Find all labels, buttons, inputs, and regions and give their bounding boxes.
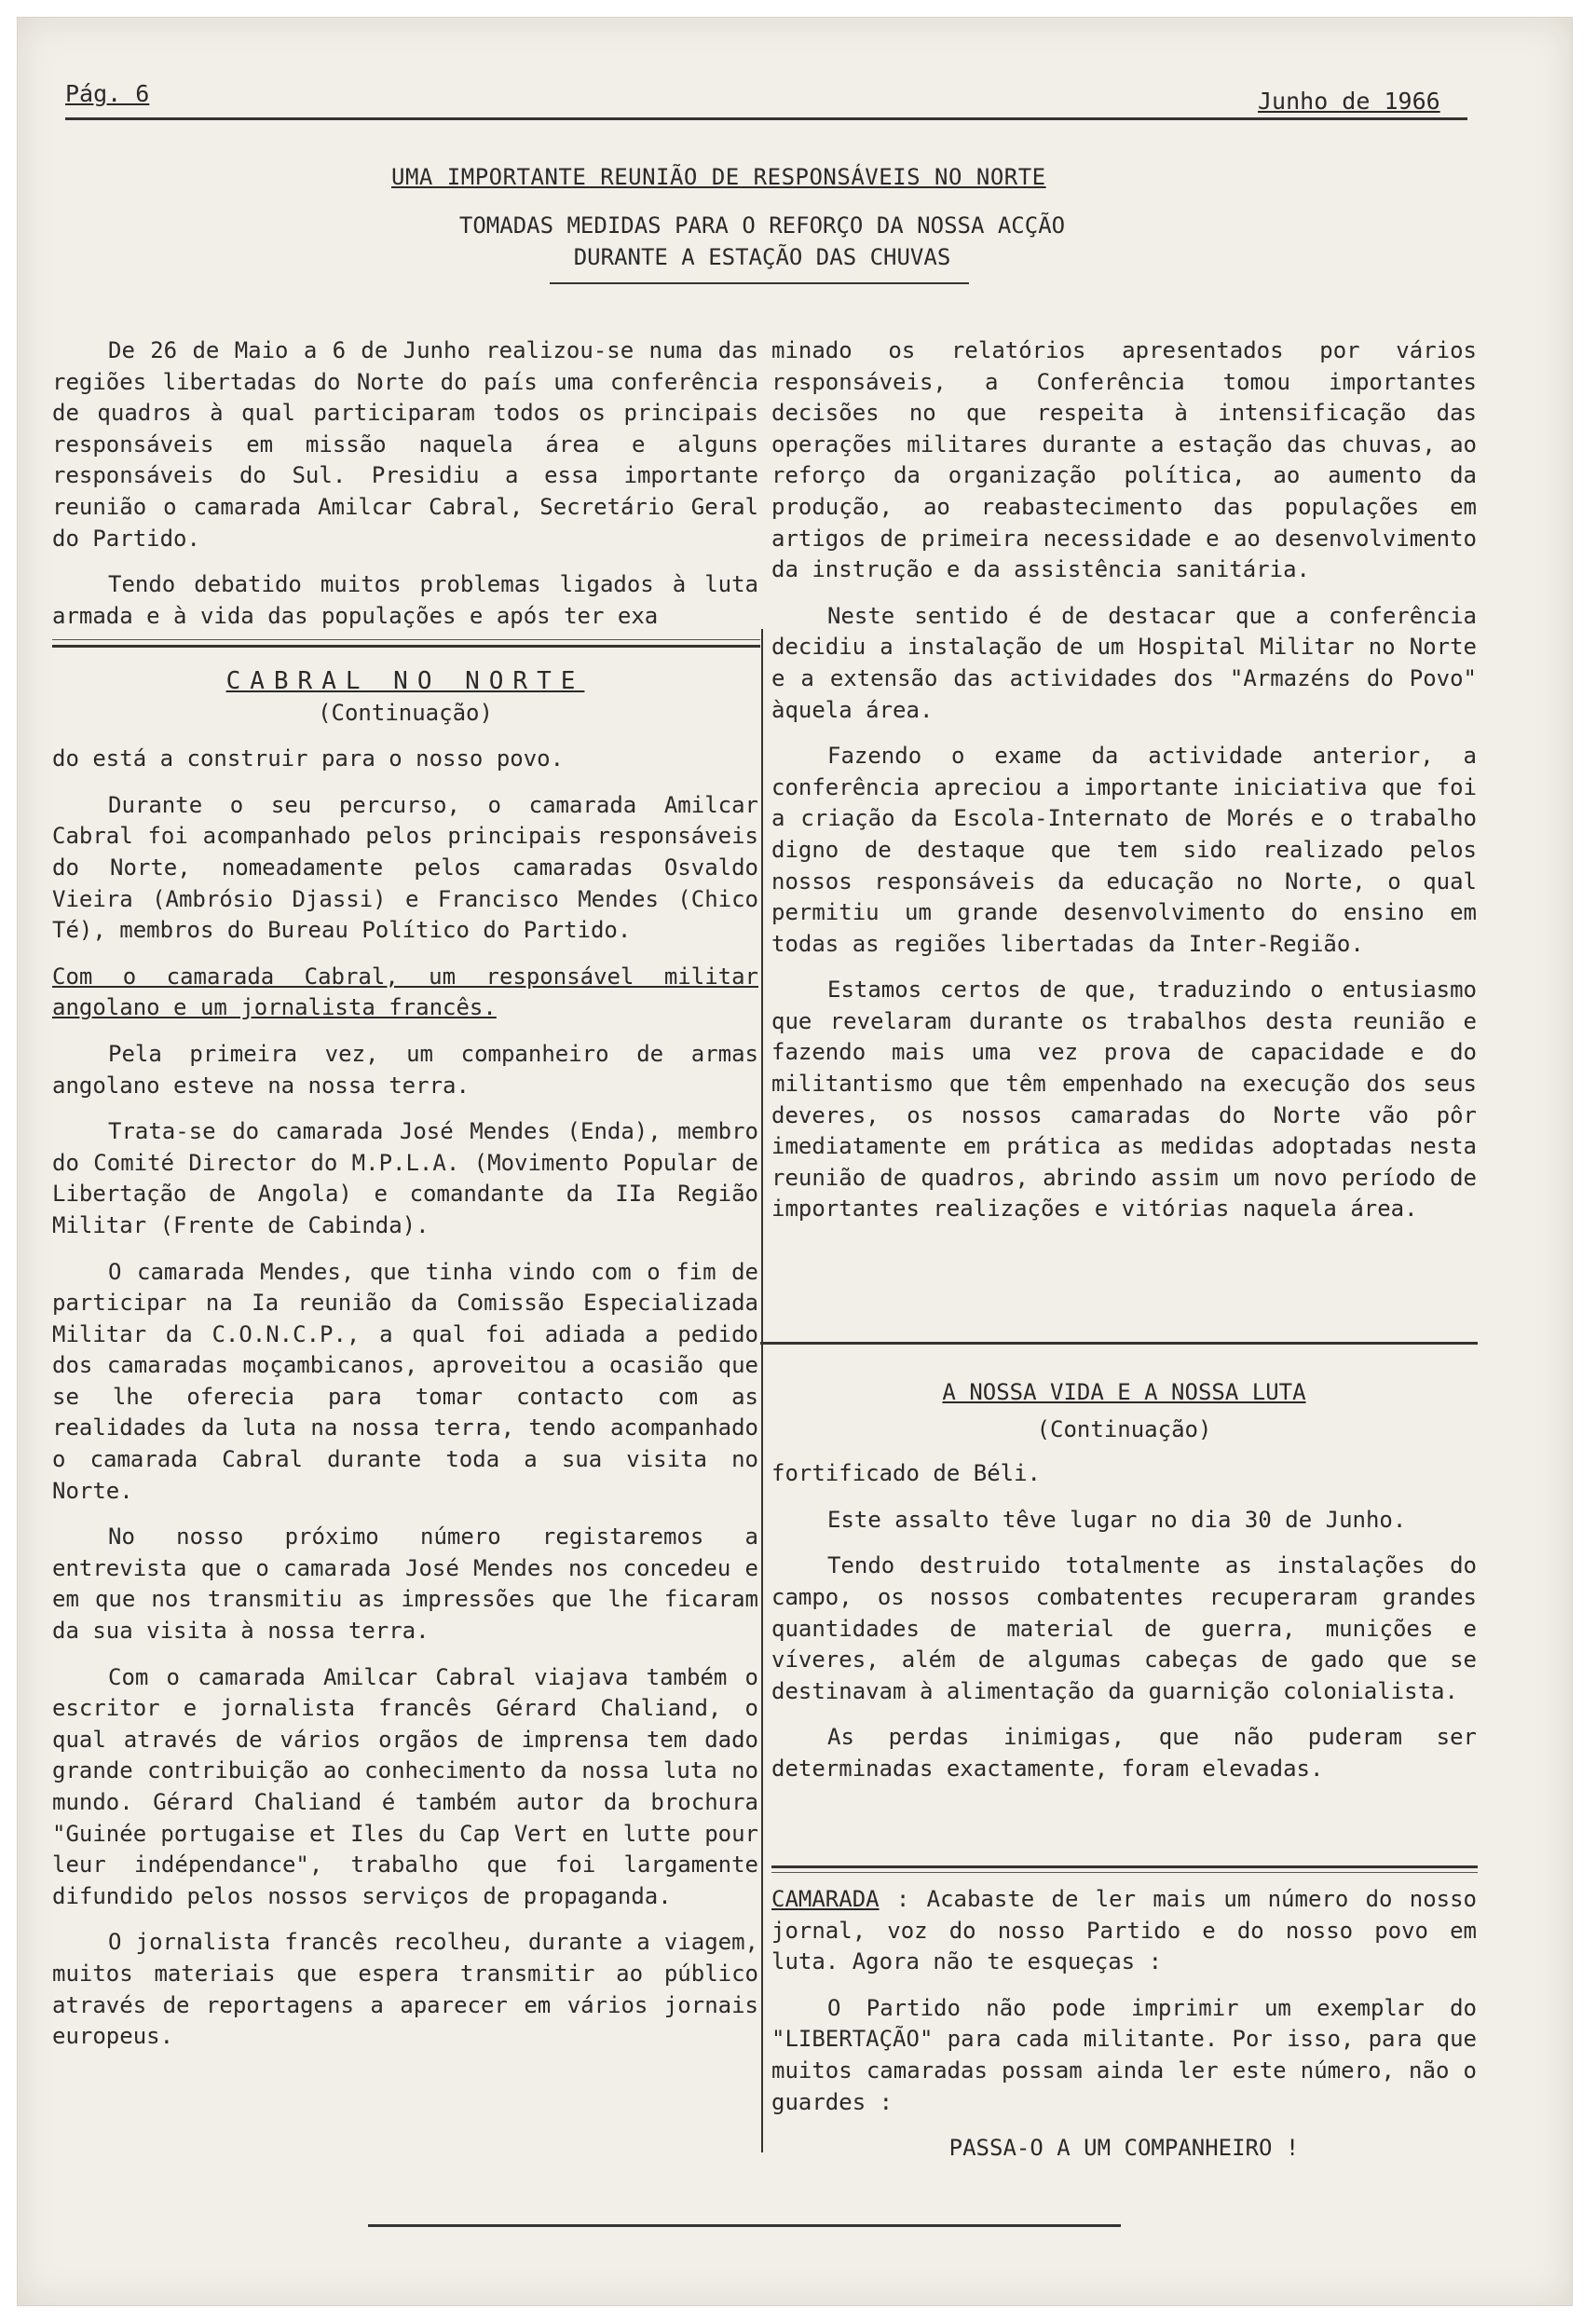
- paragraph: Fazendo o exame da actividade anterior, a conferência apreciou a importante iniciativa que foi a criação da Escola-Internato de Morés e o trabalho digno de destaque que tem sido realizado pelos nossos responsáveis da educação no Norte, o qual permitiu um grande desenvolvimento do ensino em todas as regiões libertadas da Inter-Região.: [771, 743, 1477, 957]
- divider: [771, 1872, 1478, 1873]
- column-divider: [761, 629, 763, 2152]
- paragraph: De 26 de Maio a 6 de Junho realizou-se numa das regiões libertadas do Norte do país uma conferência de quadros à qual participaram todos os principais responsáveis em missão naquela área e alguns responsáveis do Sul. Presidiu a essa importante reunião o camarada Amilcar Cabral, Secretário Geral do Partido.: [52, 337, 758, 552]
- paragraph: No nosso próximo número registaremos a entrevista que o camarada José Mendes nos concedeu e em que nos transmitiu as impressões que lhe ficaram da sua visita à nossa terra.: [52, 1524, 758, 1645]
- subheading: Com o camarada Cabral, um responsável militar angolano e um jornalista francês.: [52, 963, 758, 1021]
- section-title: CABRAL NO NORTE: [225, 667, 585, 695]
- continuation-label: (Continuação): [1036, 1415, 1212, 1442]
- article-subtitle-line1: TOMADAS MEDIDAS PARA O REFORÇO DA NOSSA ACÇÃO: [458, 212, 1066, 239]
- divider: [52, 645, 760, 648]
- closing-line: PASSA-O A UM COMPANHEIRO !: [948, 2135, 1300, 2162]
- divider: [760, 1342, 1478, 1345]
- paragraph: minado os relatórios apresentados por vários responsáveis, a Conferência tomou importantes decisões no que respeita à intensificação das operações militares durante a estação das chuvas, ao reforço da organização política, ao aumento da produção, ao reabastecimento das populações em artigos de primeira necessidade e ao desenvolvimento da instrução e da assistência sanitária.: [771, 337, 1477, 583]
- paragraph: do está a construir para o nosso povo.: [52, 745, 565, 772]
- header-rule: [65, 117, 1467, 120]
- notice-label: CAMARADA: [771, 1886, 880, 1912]
- divider: [771, 1865, 1478, 1868]
- paragraph: fortificado de Béli.: [771, 1460, 1041, 1487]
- article-title: UMA IMPORTANTE REUNIÃO DE RESPONSÁVEIS NO NORTE: [391, 164, 1046, 190]
- paragraph: Tendo debatido muitos problemas ligados à luta armada e à vida das populações e após ter exa: [52, 571, 758, 629]
- left-column-top: [52, 335, 758, 647]
- right-column-top: [771, 335, 1477, 1240]
- paragraph: Durante o seu percurso, o camarada Amilcar Cabral foi acompanhado pelos principais responsáveis do Norte, nomeadamente pelos camaradas Osvaldo Vieira (Ambrósio Djassi) e Francisco Mendes (Chico Té), membros do Bureau Político do Partido.: [52, 791, 758, 944]
- paragraph: As perdas inimigas, que não puderam ser determinadas exactamente, foram elevadas.: [771, 1724, 1477, 1782]
- issue-date: Junho de 1966: [1258, 88, 1440, 115]
- section-title: A NOSSA VIDA E A NOSSA LUTA: [942, 1379, 1306, 1405]
- right-column-middle: [771, 1377, 1477, 1800]
- paragraph: Estamos certos de que, traduzindo o entusiasmo que revelaram durante os trabalhos desta reunião e fazendo mais uma vez prova de capacidade e do militantismo que têm empenhado na execução dos seus deveres, os nossos camaradas do Norte vão pôr imediatamente em prática as medidas adoptadas nesta reunião de quadros, abrindo assim um novo período de importantes realizações e vitórias naquela área.: [771, 977, 1477, 1223]
- article-subtitle-line2: DURANTE A ESTAÇÃO DAS CHUVAS: [573, 244, 951, 270]
- notice-box: [771, 1884, 1477, 2180]
- notice-text: : Acabaste de ler mais um número do nosso jornal, voz do nosso Partido e do nosso povo em luta. Agora não te esqueças :: [771, 1886, 1478, 1975]
- paragraph: Este assalto têve lugar no dia 30 de Junho.: [827, 1506, 1407, 1533]
- left-column-bottom: [52, 666, 758, 2068]
- footer-rule: [368, 2224, 1121, 2227]
- continuation-label: (Continuação): [318, 699, 493, 726]
- page-number: Pág. 6: [65, 80, 150, 107]
- paragraph: Trata-se do camarada José Mendes (Enda), membro do Comité Director do M.P.L.A. (Movimento Popular de Libertação de Angola) e comandante da IIa Região Militar (Frente de Cabinda).: [52, 1118, 758, 1238]
- article-subtitle: [408, 210, 1116, 273]
- divider: [52, 639, 760, 640]
- title-rule: [550, 282, 969, 284]
- paragraph: Neste sentido é de destacar que a conferência decidiu a instalação de um Hospital Militar no Norte e a extensão das actividades dos "Armazéns do Povo" àquela área.: [771, 602, 1477, 723]
- paragraph: Com o camarada Amilcar Cabral viajava também o escritor e jornalista francês Gérard Chaliand, o qual através de vários orgãos de imprensa tem dado grande contribuição ao conhecimento da nossa luta no mundo. Gérard Chaliand é também autor da brochura "Guinée portugaise et Iles du Cap Vert en lutte pour leur indépendance", trabalho que foi largamente difundido pelos nossos serviços de propaganda.: [52, 1663, 758, 1909]
- paragraph: Tendo destruido totalmente as instalações do campo, os nossos combatentes recuperaram grandes quantidades de material de guerra, munições e víveres, além de algumas cabeças de gado que se destinavam à alimentação da guarnição colonialista.: [771, 1552, 1477, 1704]
- paragraph: Pela primeira vez, um companheiro de armas angolano esteve na nossa terra.: [52, 1040, 758, 1099]
- paragraph: O Partido não pode imprimir um exemplar do "LIBERTAÇÃO" para cada militante. Por isso, para que muitos camaradas possam ainda ler este número, não o guardes :: [771, 1994, 1477, 2115]
- notice-paragraph: [771, 1884, 1477, 1978]
- paragraph: O camarada Mendes, que tinha vindo com o fim de participar na Ia reunião da Comissão Especializada Militar da C.O.N.C.P., a qual foi adiada a pedido dos camaradas moçambicanos, aproveitou a ocasião que se lhe oferecia para tomar contacto com as realidades da luta na nossa terra, tendo acompanhado o camarada Cabral durante toda a sua visita no Norte.: [52, 1258, 758, 1504]
- paragraph: O jornalista francês recolheu, durante a viagem, muitos materiais que espera transmitir ao público através de reportagens a aparecer em vários jornais europeus.: [52, 1929, 758, 2050]
